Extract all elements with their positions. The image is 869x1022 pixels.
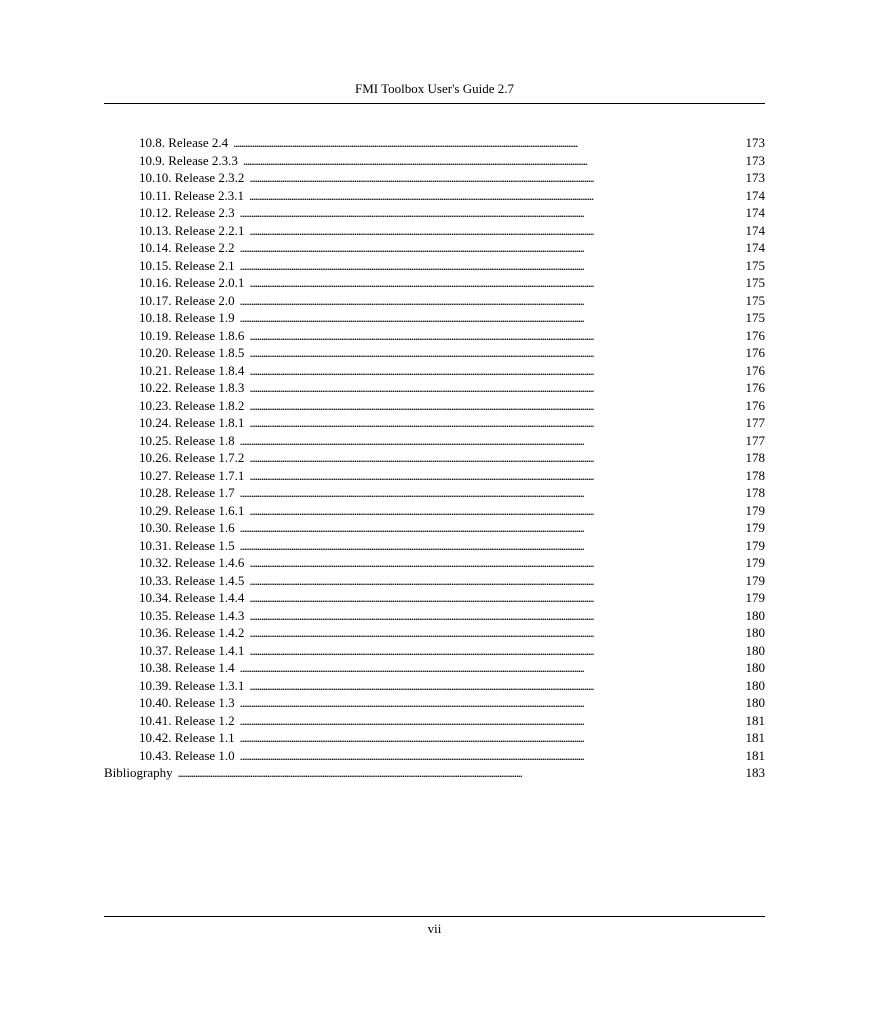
page-number: vii	[427, 921, 442, 936]
toc-entry-title[interactable]: 10.29. Release 1.6.1	[139, 502, 245, 518]
toc-dot-leader	[249, 554, 740, 572]
toc-entry-title[interactable]: 10.12. Release 2.3	[139, 205, 235, 220]
toc-dot-leader	[249, 397, 740, 415]
toc-entry-page[interactable]: 175	[745, 310, 765, 325]
toc-entry-page[interactable]: 176	[745, 380, 765, 395]
toc-entry[interactable]	[104, 712, 765, 730]
toc-entry-title[interactable]: 10.43. Release 1.0	[139, 747, 235, 763]
toc-dot-leader	[240, 659, 741, 677]
toc-entry-title[interactable]: 10.34. Release 1.4.4	[139, 590, 245, 605]
toc-entry-page[interactable]: 179	[745, 590, 765, 605]
toc-entry[interactable]	[104, 344, 765, 362]
toc-dot-leader	[249, 169, 740, 187]
toc-entry-page[interactable]: 179	[745, 502, 765, 518]
toc-entry[interactable]	[104, 204, 765, 222]
toc-entry-page[interactable]: 175	[745, 275, 765, 290]
toc-entry[interactable]	[104, 362, 765, 380]
toc-entry-title[interactable]: 10.11. Release 2.3.1	[139, 187, 244, 203]
toc-entry[interactable]	[104, 239, 765, 257]
toc-dot-leader	[249, 327, 740, 345]
toc-entry[interactable]	[104, 257, 765, 275]
toc-entry-title[interactable]: 10.27. Release 1.7.1	[139, 467, 245, 483]
toc-entry-title[interactable]: 10.36. Release 1.4.2	[139, 625, 245, 640]
toc-entry-title[interactable]: 10.26. Release 1.7.2	[139, 450, 245, 465]
toc-entry[interactable]	[104, 292, 765, 310]
toc-entry-page[interactable]: 174	[745, 187, 765, 203]
toc-entry-page[interactable]: 173	[745, 152, 765, 168]
toc-dot-leader	[240, 239, 741, 257]
toc-dot-leader	[249, 677, 740, 695]
toc-entry-page[interactable]: 179	[745, 537, 765, 553]
toc-entry-page[interactable]: 180	[745, 607, 765, 623]
toc-entry-page[interactable]: 174	[745, 222, 765, 238]
toc-entry-title[interactable]: 10.17. Release 2.0	[139, 292, 235, 308]
toc-entry[interactable]	[104, 519, 765, 537]
table-of-contents	[104, 134, 765, 782]
toc-entry-page[interactable]: 178	[745, 485, 765, 500]
toc-dot-leader	[249, 414, 740, 432]
toc-dot-leader	[249, 589, 740, 607]
toc-entry[interactable]	[104, 624, 765, 642]
toc-entry-title[interactable]: 10.20. Release 1.8.5	[139, 345, 245, 360]
toc-entry-title[interactable]: 10.21. Release 1.8.4	[139, 362, 245, 378]
toc-entry-title[interactable]: 10.19. Release 1.8.6	[139, 327, 245, 343]
toc-dot-leader	[240, 292, 741, 310]
toc-dot-leader	[249, 572, 740, 590]
toc-entry-title[interactable]: 10.22. Release 1.8.3	[139, 380, 245, 395]
toc-entry-page[interactable]: 176	[745, 397, 765, 413]
toc-entry[interactable]	[104, 134, 765, 152]
toc-dot-leader	[249, 362, 740, 380]
toc-entry[interactable]	[104, 484, 765, 502]
toc-entry-title[interactable]: 10.13. Release 2.2.1	[139, 222, 245, 238]
toc-dot-leader	[240, 694, 741, 712]
toc-dot-leader	[249, 344, 740, 362]
toc-entry-page[interactable]: 180	[745, 625, 765, 640]
toc-entry-page[interactable]: 174	[745, 240, 765, 255]
toc-entry[interactable]	[104, 502, 765, 520]
toc-entry[interactable]	[104, 659, 765, 677]
toc-dot-leader	[240, 257, 741, 275]
toc-dot-leader	[249, 274, 740, 292]
toc-entry[interactable]	[104, 432, 765, 450]
document-title: FMI Toolbox User's Guide 2.7	[355, 81, 514, 96]
toc-entry[interactable]	[104, 187, 765, 205]
toc-entry-title[interactable]: 10.30. Release 1.6	[139, 520, 235, 535]
toc-entry-title[interactable]: 10.31. Release 1.5	[139, 537, 235, 553]
toc-entry-page[interactable]: 179	[745, 520, 765, 535]
toc-dot-leader	[240, 519, 741, 537]
toc-entry[interactable]	[104, 222, 765, 240]
toc-entry-page[interactable]: 183	[745, 765, 765, 780]
toc-entry-page[interactable]: 179	[745, 555, 765, 570]
toc-entry-page[interactable]: 173	[745, 135, 765, 150]
toc-entry-title[interactable]: 10.25. Release 1.8	[139, 432, 235, 448]
toc-entry[interactable]	[104, 729, 765, 747]
toc-entry-title[interactable]: 10.16. Release 2.0.1	[139, 275, 245, 290]
toc-entry-page[interactable]: 177	[745, 415, 765, 430]
toc-entry-page[interactable]: 181	[745, 730, 765, 745]
toc-dot-leader	[249, 187, 741, 205]
toc-entry-page[interactable]: 180	[745, 660, 765, 675]
toc-entry-page[interactable]: 175	[745, 257, 765, 273]
toc-entry[interactable]	[104, 467, 765, 485]
toc-entry[interactable]	[104, 747, 765, 765]
toc-entry-title[interactable]: 10.24. Release 1.8.1	[139, 415, 245, 430]
toc-entry-title[interactable]: 10.23. Release 1.8.2	[139, 397, 245, 413]
toc-entry[interactable]	[104, 537, 765, 555]
toc-entry[interactable]	[104, 414, 765, 432]
toc-dot-leader	[240, 432, 741, 450]
toc-dot-leader	[240, 712, 741, 730]
toc-dot-leader	[233, 134, 740, 152]
toc-entry-page[interactable]: 173	[745, 170, 765, 185]
toc-dot-leader	[243, 152, 741, 170]
toc-entry[interactable]	[104, 607, 765, 625]
toc-entry[interactable]	[104, 572, 765, 590]
toc-entry-page[interactable]: 180	[745, 677, 765, 693]
toc-entry[interactable]	[104, 677, 765, 695]
toc-entry-page[interactable]: 180	[745, 642, 765, 658]
page-footer	[104, 916, 765, 937]
toc-dot-leader	[240, 747, 741, 765]
toc-entry-title[interactable]: 10.9. Release 2.3.3	[139, 152, 238, 168]
toc-entry-page[interactable]: 177	[745, 432, 765, 448]
toc-entry[interactable]	[104, 169, 765, 187]
toc-dot-leader	[249, 379, 740, 397]
toc-entry[interactable]	[104, 397, 765, 415]
toc-dot-leader	[249, 222, 740, 240]
toc-entry-page[interactable]: 176	[745, 362, 765, 378]
toc-entry[interactable]	[104, 449, 765, 467]
toc-entry[interactable]	[104, 379, 765, 397]
toc-entry-title[interactable]: 10.38. Release 1.4	[139, 660, 235, 675]
toc-entry-page[interactable]: 176	[745, 345, 765, 360]
toc-entry-title[interactable]: 10.40. Release 1.3	[139, 695, 235, 710]
toc-dot-leader	[249, 502, 740, 520]
page-header	[104, 81, 765, 104]
toc-entry-title[interactable]: 10.10. Release 2.3.2	[139, 170, 245, 185]
toc-dot-leader	[249, 624, 740, 642]
toc-dot-leader	[178, 764, 741, 782]
toc-entry[interactable]	[104, 152, 765, 170]
toc-entry-page[interactable]: 174	[745, 205, 765, 220]
toc-entry-title[interactable]: 10.28. Release 1.7	[139, 485, 235, 500]
toc-entry-page[interactable]: 180	[745, 695, 765, 710]
toc-entry-title[interactable]: 10.33. Release 1.4.5	[139, 572, 245, 588]
toc-dot-leader	[249, 467, 740, 485]
toc-entry-title[interactable]: 10.35. Release 1.4.3	[139, 607, 245, 623]
toc-entry-title[interactable]: 10.8. Release 2.4	[139, 135, 229, 150]
toc-dot-leader	[240, 204, 741, 222]
toc-entry-title[interactable]: 10.32. Release 1.4.6	[139, 555, 245, 570]
toc-entry-page[interactable]: 179	[745, 572, 765, 588]
toc-entry[interactable]	[104, 309, 765, 327]
toc-entry-title[interactable]: 10.14. Release 2.2	[139, 240, 235, 255]
toc-entry-title[interactable]: 10.42. Release 1.1	[139, 730, 235, 745]
toc-dot-leader	[240, 484, 741, 502]
toc-dot-leader	[240, 729, 741, 747]
toc-dot-leader	[249, 449, 740, 467]
toc-entry-title[interactable]: 10.41. Release 1.2	[139, 712, 235, 728]
toc-entry-title[interactable]: 10.15. Release 2.1	[139, 257, 235, 273]
toc-entry[interactable]	[104, 554, 765, 572]
toc-dot-leader	[249, 607, 740, 625]
toc-entry[interactable]	[104, 694, 765, 712]
toc-entry-page[interactable]: 178	[745, 450, 765, 465]
toc-dot-leader	[249, 642, 740, 660]
toc-dot-leader	[240, 537, 741, 555]
toc-entry[interactable]	[104, 589, 765, 607]
toc-dot-leader	[240, 309, 741, 327]
toc-entry-title[interactable]: 10.18. Release 1.9	[139, 310, 235, 325]
toc-entry-title[interactable]: 10.37. Release 1.4.1	[139, 642, 245, 658]
toc-entry[interactable]	[104, 764, 765, 782]
toc-entry-page[interactable]: 181	[745, 712, 765, 728]
toc-entry-page[interactable]: 176	[745, 327, 765, 343]
toc-entry-page[interactable]: 181	[745, 747, 765, 763]
toc-entry-title[interactable]: 10.39. Release 1.3.1	[139, 677, 245, 693]
toc-entry-page[interactable]: 178	[745, 467, 765, 483]
toc-entry[interactable]	[104, 327, 765, 345]
toc-entry[interactable]	[104, 642, 765, 660]
toc-entry[interactable]	[104, 274, 765, 292]
toc-entry-title[interactable]: Bibliography	[104, 765, 173, 780]
toc-entry-page[interactable]: 175	[745, 292, 765, 308]
